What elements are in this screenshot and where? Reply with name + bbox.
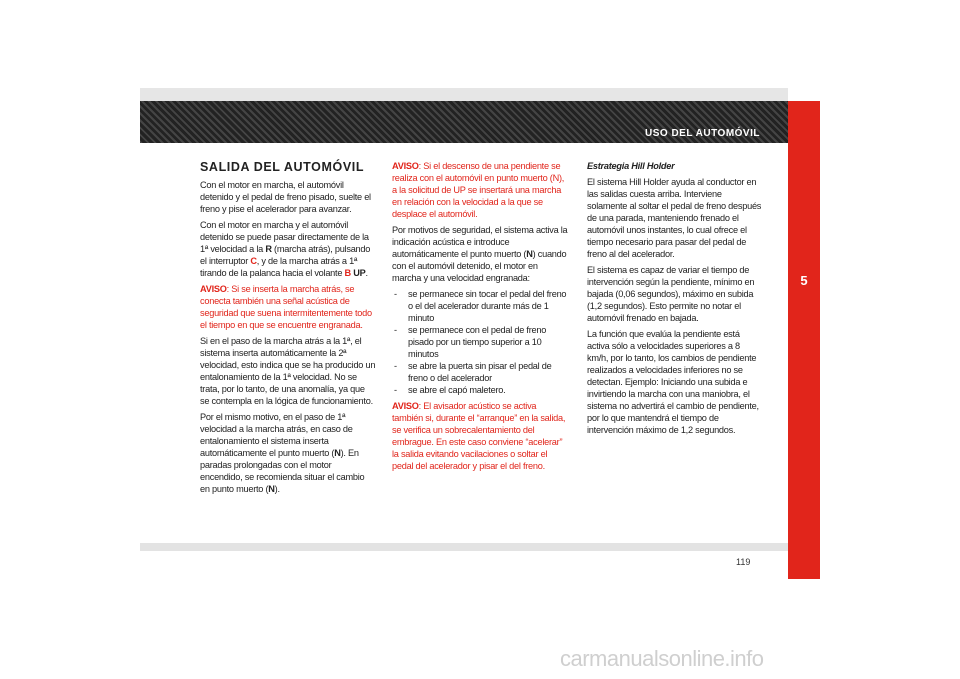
list-item: - se permanece sin tocar el pedal del freno o el del acelerador durante más de 1 minuto xyxy=(392,288,568,324)
top-strip xyxy=(140,88,788,101)
warning-note: AVISO: El avisador acústico se activa también si, durante el “arranque” en la salida, se verifica un sobrecalentamiento del embrague. En este caso conviene “acelerar” la salida evitando vacilaciones o soltar el pedal del acelerador y pisar el del freno. xyxy=(392,401,566,471)
section-heading: SALIDA DEL AUTOMÓVIL xyxy=(200,160,365,174)
paragraph: Por el mismo motivo, en el paso de 1ª velocidad a la marcha atrás, en caso de entalonamiento el sistema inserta automáticamente el punto muerto (N). En paradas prolongadas con el motor encendido, se recomienda situar el cambio en punto muerto (N). xyxy=(200,412,365,494)
footer-band xyxy=(140,543,788,551)
chapter-tab xyxy=(788,101,820,579)
column-2 xyxy=(392,160,568,476)
paragraph: Si en el paso de la marcha atrás a la 1ª, el sistema inserta automáticamente la 2ª velocidad, esto indica que se ha producido un entalonamiento de la 1ª velocidad. No se trata, por lo tanto, de una anomalía, ya que se contempla en la lógica de funcionamiento. xyxy=(200,336,376,406)
chapter-number: 5 xyxy=(800,273,808,288)
paragraph: Con el motor en marcha, el automóvil detenido y el pedal de freno pisado, suelte el freno y pise el acelerador para avanzar. xyxy=(200,180,371,214)
lever-b-label: B xyxy=(344,268,351,278)
warning-note: AVISO: Si se inserta la marcha atrás, se conecta también una señal acústica de seguridad que suena intermitentemente todo el tiempo en que se encuentre engranada. xyxy=(200,284,372,330)
paragraph: Por motivos de seguridad, el sistema activa la indicación acústica e introduce automáticamente el punto muerto (N) cuando con el automóvil detenido, el motor en marcha y una velocidad engranada: xyxy=(392,225,568,283)
column-3 xyxy=(587,160,763,440)
subsection-heading: Estrategia Hill Holder xyxy=(587,161,675,171)
watermark: carmanualsonline.info xyxy=(560,646,764,671)
up-label: UP xyxy=(353,268,366,278)
gear-r-label: R xyxy=(265,244,272,254)
list-item: - se abre el capó maletero. xyxy=(392,384,568,396)
paragraph: El sistema Hill Holder ayuda al conductor en las salidas cuesta arriba. Interviene solamente al soltar el pedal de freno después de una parada, manteniendo frenado el automóvil unos instantes, lo cual ofrece el tiempo necesario para pasar del pedal de freno al del acelerador. xyxy=(587,177,762,259)
list-item: - se abre la puerta sin pisar el pedal de freno o del acelerador xyxy=(392,360,568,384)
paragraph: La función que evalúa la pendiente está activa sólo a velocidades superiores a 8 km/h, por lo tanto, los cambios de pendiente realizados a velocidades inferiores no se detectan. Ejemplo: Iniciando una subida e invirtiendo la marcha con una maniobra, el sistema no advertirá el cambio de pendiente, por lo que mantendrá el tiempo de intervención máximo de 1,2 segundos. xyxy=(587,329,759,435)
warning-note: AVISO: Si el descenso de una pendiente se realiza con el automóvil en punto muerto (N), a la solicitud de UP se insertará una marcha en relación con la velocidad a la que se desplace el automóvil. xyxy=(392,161,565,219)
switch-c-label: C xyxy=(250,256,257,266)
list-item: - se permanece con el pedal de freno pisado por un tiempo superior a 10 minutos xyxy=(392,324,568,360)
section-header-band xyxy=(140,101,788,143)
page-number: 119 xyxy=(736,557,751,567)
condition-list xyxy=(392,288,568,396)
column-1 xyxy=(200,160,376,499)
paragraph: Con el motor en marcha y el automóvil detenido se puede pasar directamente de la 1ª velocidad a la R (marcha atrás), pulsando el interruptor C, y de la marcha atrás a 1ª tirando de la palanca hacia el volante B UP. xyxy=(200,220,371,278)
section-title: USO DEL AUTOMÓVIL xyxy=(645,128,760,139)
paragraph: El sistema es capaz de variar el tiempo de intervención según la pendiente, mínimo en bajada (0,06 segundos), máximo en subida (1,2 segundos). Esto permite no notar el automóvil frenado en bajada. xyxy=(587,265,755,323)
